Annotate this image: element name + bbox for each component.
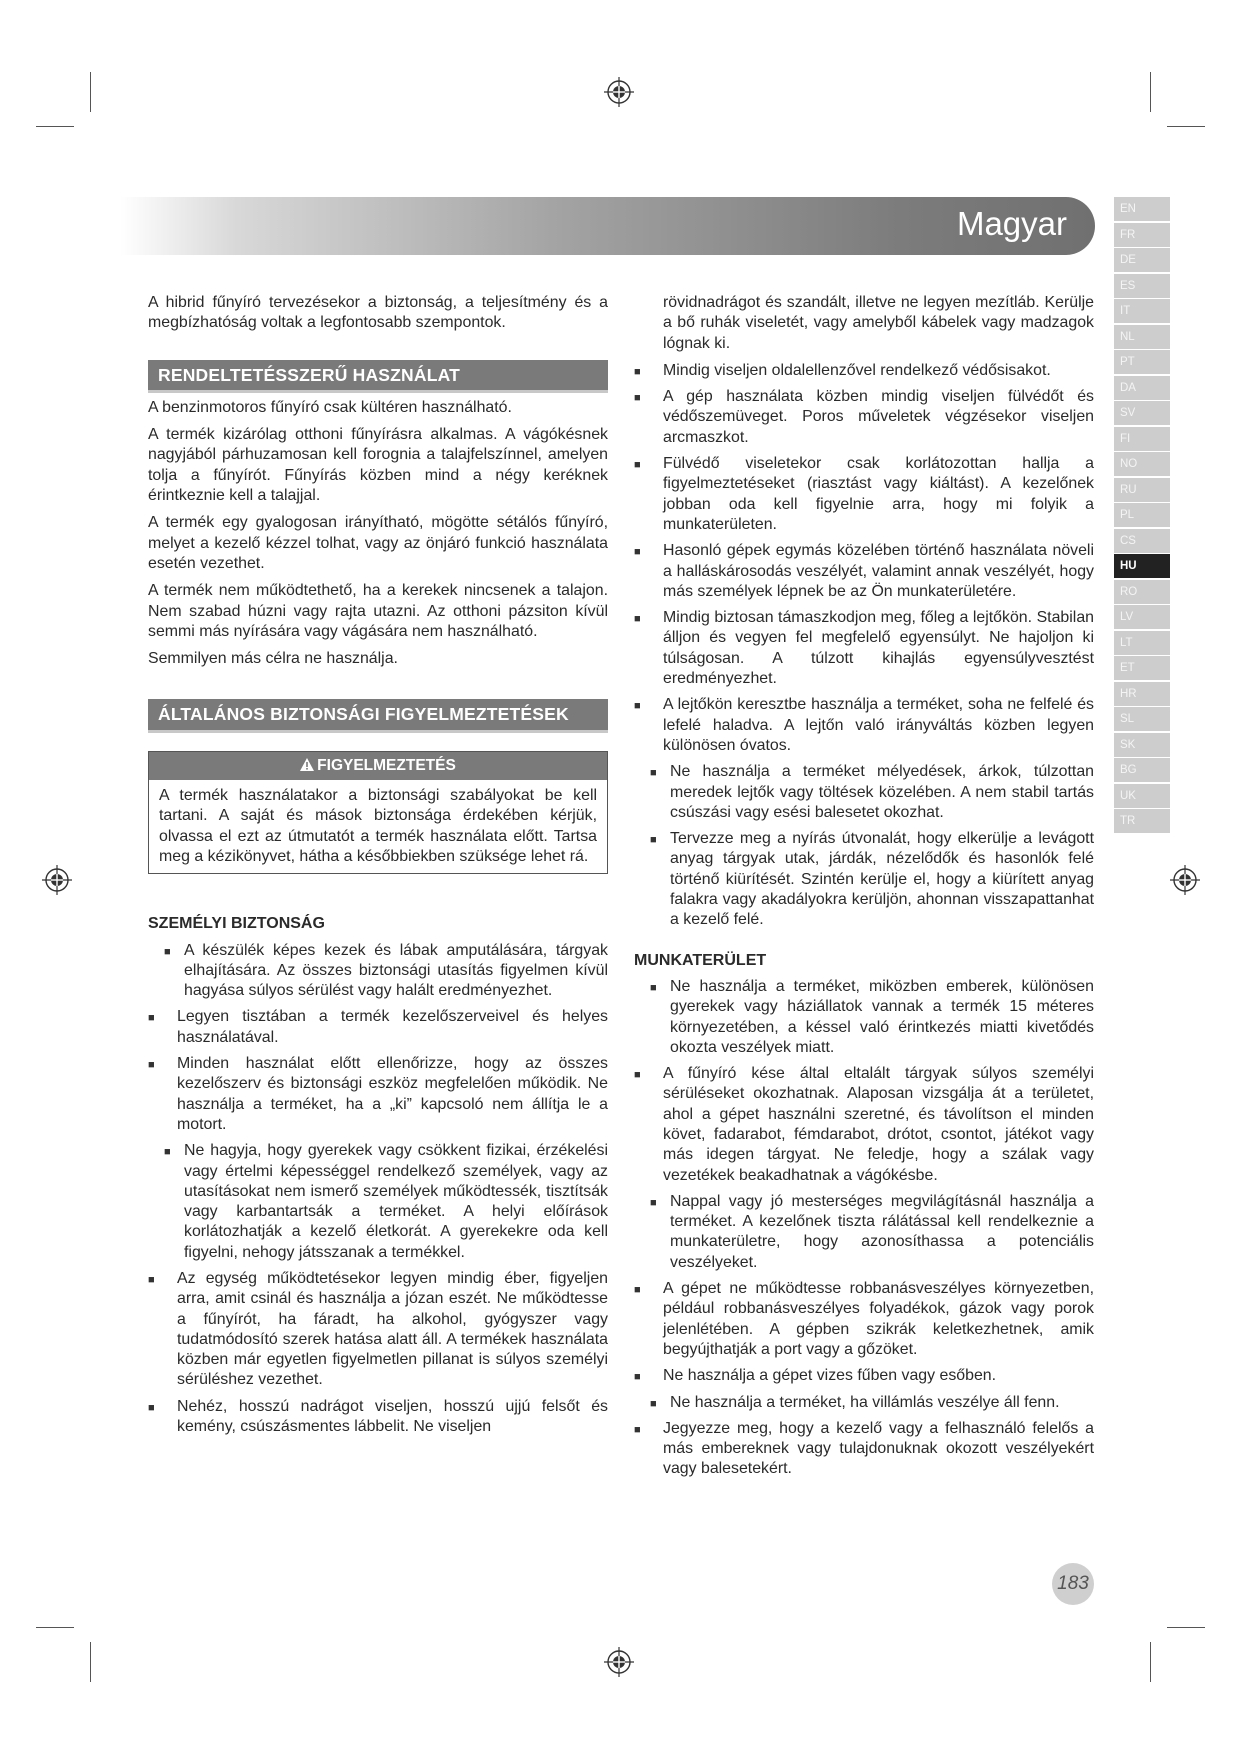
- header-banner: [120, 197, 1095, 255]
- paragraph: A termék nem működtethető, ha a kerekek nincsenek a talajon. Nem szabad húzni vagy rajta utazni. Az otthoni pázsiton kívül semmi más nyírására vagy vágására nem használható.: [148, 582, 608, 640]
- page-title: Magyar: [956, 205, 1067, 242]
- list-item: ■ Mindig viseljen oldalellenzővel rendelkező védősisakot.: [634, 361, 1094, 381]
- paragraph: A benzinmotoros fűnyíró csak kültéren használható.: [148, 398, 512, 416]
- section-heading-general-safety: ÁLTALÁNOS BIZTONSÁGI FIGYELMEZTETÉSEK: [148, 699, 608, 732]
- list-item: ■ Fülvédő viseletekor csak korlátozottan hallja a figyelmeztetéseket (riasztást vagy kiáltást). A kezelőnek jobban oda kell figyelnie arra, hogy mi folyik a munkaterületen.: [634, 454, 1094, 535]
- continued-paragraph: rövidnadrágot és szandált, illetve ne legyen mezítláb. Kerülje a bő ruhák viseletét, vagy amelyből kábelek vagy madzagok lógnak ki.: [663, 294, 1094, 352]
- lang-tab-da[interactable]: DA: [1114, 376, 1170, 400]
- lang-tab-no[interactable]: NO: [1114, 452, 1170, 476]
- lang-tab-pl[interactable]: PL: [1114, 503, 1170, 527]
- lang-tab-hu[interactable]: HU: [1114, 554, 1170, 578]
- lang-tab-hr[interactable]: HR: [1114, 682, 1170, 706]
- section-heading-intended-use: RENDELTETÉSSZERŰ HASZNÁLAT: [148, 360, 608, 393]
- language-tabs: [1114, 197, 1170, 835]
- subheading-work-area: MUNKATERÜLET: [634, 951, 767, 969]
- lang-tab-es[interactable]: ES: [1114, 274, 1170, 298]
- lang-tab-fr[interactable]: FR: [1114, 223, 1170, 247]
- list-item: ■ Nappal vagy jó mesterséges megvilágításnál használja a terméket. A kezelőnek tiszta rálátással kell rendelkeznie a munkaterületre, hogy azonosíthassa a potenciális veszélyeket.: [634, 1192, 1094, 1273]
- crop-mark: [1150, 1642, 1151, 1682]
- lang-tab-bg[interactable]: BG: [1114, 758, 1170, 782]
- list-item: ■ Ne hagyja, hogy gyerekek vagy csökkent fizikai, érzékelési vagy értelmi képességgel rendelkező személyek, vagy az utasításokat nem ismerő személyek működtessék, tisztítsák vagy karbantartsák a terméket. A helyi előírások korlátozhatják a kezelő életkorát. A gyerekekre oda kell figyelni, nehogy játsszanak a termékkel.: [148, 1141, 608, 1263]
- list-item: ■ Jegyezze meg, hogy a kezelő vagy a felhasználó felelős a más embereknek vagy tulajdonuknak okozott veszélyekért vagy balesetekért.: [634, 1419, 1094, 1480]
- personal-safety-list-continued: [634, 361, 1094, 931]
- crop-mark: [36, 126, 74, 127]
- personal-safety-list: [148, 941, 608, 1438]
- list-item: ■ Minden használat előtt ellenőrizze, hogy az összes kezelőszerv és biztonsági eszköz megfelelően működik. Ne használja a terméket, ha a „ki” kapcsoló nem állítja le a motort.: [148, 1054, 608, 1135]
- lang-tab-ru[interactable]: RU: [1114, 478, 1170, 502]
- lang-tab-ro[interactable]: RO: [1114, 580, 1170, 604]
- list-item: ■ Nehéz, hosszú nadrágot viseljen, hosszú ujjú felsőt és kemény, csúszásmentes lábbelit. Ne viseljen: [148, 1397, 608, 1438]
- list-item: ■ Ne használja a terméket, ha villámlás veszélye áll fenn.: [634, 1393, 1094, 1413]
- lang-tab-de[interactable]: DE: [1114, 248, 1170, 272]
- intro-paragraph: A hibrid fűnyíró tervezésekor a biztonság, a teljesítmény és a megbízhatóság voltak a legfontosabb szempontok.: [148, 294, 608, 332]
- crop-mark: [1167, 1627, 1205, 1628]
- crop-mark: [90, 72, 91, 112]
- registration-mark-icon: [1170, 865, 1200, 895]
- warning-heading: [149, 752, 607, 780]
- paragraph: A termék egy gyalogosan irányítható, mögötte sétálós fűnyíró, melyet a kezelő kézzel tolhat, vagy az önjáró funkció használata esetén vezethet.: [148, 514, 608, 572]
- lang-tab-uk[interactable]: UK: [1114, 784, 1170, 808]
- list-item: ■ Tervezze meg a nyírás útvonalát, hogy elkerülje a levágott anyag tárgyak utak, járdák, nézelődők és hasonlók felé történő kiürítését. Szintén kerülje el, hogy a kiürített anyag falakra vagy akadályokra kerüljön, ahonnan visszapattanhat a kezelő felé.: [634, 829, 1094, 930]
- list-item: ■ A gépet ne működtesse robbanásveszélyes környezetben, például robbanásveszélyes folyadékok, gázok vagy porok jelenlétében. A gépben szikrák keletkezhetnek, amik begyújthatják a port vagy a gőzöket.: [634, 1279, 1094, 1360]
- list-item: ■ Mindig biztosan támaszkodjon meg, főleg a lejtőkön. Stabilan álljon és vegyen fel megfelelő egyensúlyt. Ne hajoljon ki túlságosan. A túlzott kihajlás egyensúlyvesztést eredményezhet.: [634, 608, 1094, 689]
- list-item: ■ A gép használata közben mindig viseljen fülvédőt és védőszemüveget. Poros műveletek végzésekor viseljen arcmaszkot.: [634, 387, 1094, 448]
- warning-title: FIGYELMEZTETÉS: [317, 756, 456, 774]
- work-area-list: [634, 977, 1094, 1480]
- list-item: ■ Ne használja a terméket mélyedések, árkok, túlzottan meredek lejtők vagy töltések közelében. A nem stabil tartás csúszási vagy esési balesetet okozhat.: [634, 762, 1094, 823]
- lang-tab-lt[interactable]: LT: [1114, 631, 1170, 655]
- lang-tab-sv[interactable]: SV: [1114, 401, 1170, 425]
- lang-tab-sk[interactable]: SK: [1114, 733, 1170, 757]
- list-item: ■ Legyen tisztában a termék kezelőszerveivel és helyes használatával.: [148, 1007, 608, 1048]
- registration-mark-icon: [604, 1647, 634, 1677]
- warning-triangle-icon: [300, 758, 314, 771]
- registration-mark-icon: [42, 865, 72, 895]
- warning-text: A termék használatakor a biztonsági szabályokat be kell tartani. A saját és mások biztonsága érdekében kérjük, olvassa el ezt az útmutatót a termék használata előtt. Tartsa meg a kézikönyvet, hátha a későbbiekben szüksége lehet rá.: [159, 787, 597, 865]
- crop-mark: [90, 1642, 91, 1682]
- list-item: ■ A készülék képes kezek és lábak amputálására, tárgyak elhajítására. Az összes biztonsági utasítás figyelmen kívül hagyása súlyos sérülést vagy halált eredményezhet.: [148, 941, 608, 1002]
- lang-tab-nl[interactable]: NL: [1114, 325, 1170, 349]
- crop-mark: [36, 1627, 74, 1628]
- lang-tab-cs[interactable]: CS: [1114, 529, 1170, 553]
- lang-tab-pt[interactable]: PT: [1114, 350, 1170, 374]
- paragraph: Semmilyen más célra ne használja.: [148, 650, 398, 668]
- crop-mark: [1167, 126, 1205, 127]
- lang-tab-fi[interactable]: FI: [1114, 427, 1170, 451]
- paragraph: A termék kizárólag otthoni fűnyírásra alkalmas. A vágókésnek nagyjából párhuzamosan kell forognia a talajfelszínnel, amelyen tolja a fűnyírót. Fűnyírás közben mind a négy keréknek érintkeznie kell a talajjal.: [148, 426, 608, 505]
- page-number: 183: [1052, 1563, 1094, 1605]
- registration-mark-icon: [604, 77, 634, 107]
- lang-tab-en[interactable]: EN: [1114, 197, 1170, 221]
- lang-tab-tr[interactable]: TR: [1114, 809, 1170, 833]
- lang-tab-lv[interactable]: LV: [1114, 605, 1170, 629]
- crop-mark: [1150, 72, 1151, 112]
- right-column: [634, 293, 1094, 1486]
- lang-tab-it[interactable]: IT: [1114, 299, 1170, 323]
- lang-tab-sl[interactable]: SL: [1114, 707, 1170, 731]
- list-item: ■ Az egység működtetésekor legyen mindig éber, figyeljen arra, amit csinál és használja a józan eszét. Ne működtesse a fűnyírót, ha fáradt, ha alkohol, gyógyszer vagy tudatmódosító szerek hatása alatt áll. A termékek használata közben már egyetlen figyelmetlen pillanat is súlyos személyi sérüléshez vezethet.: [148, 1269, 608, 1391]
- subheading-personal-safety: SZEMÉLYI BIZTONSÁG: [148, 915, 325, 933]
- list-item: ■ Ne használja a gépet vizes fűben vagy esőben.: [634, 1366, 1094, 1386]
- left-column: [148, 293, 608, 1443]
- list-item: ■ A fűnyíró kése által eltalált tárgyak súlyos személyi sérüléseket okozhatnak. Alaposan vizsgálja át a területet, ahol a gépet használni szeretné, és távolítson el minden követ, fadarabot, fémdarabot, drótot, csontot, játékot vagy más idegen tárgyat. Ne feledje, hogy a szálak vagy vezetékek beakadhatnak a vágókésbe.: [634, 1064, 1094, 1186]
- lang-tab-et[interactable]: ET: [1114, 656, 1170, 680]
- list-item: ■ Hasonló gépek egymás közelében történő használata növeli a halláskárosodás veszélyét, valamint annak veszélyét, hogy más személyek lépnek be az Ön munkaterületére.: [634, 541, 1094, 602]
- list-item: ■ A lejtőkön keresztbe használja a terméket, soha ne felfelé és lefelé haladva. A lejtőn való irányváltás közben legyen különösen óvatos.: [634, 695, 1094, 756]
- list-item: ■ Ne használja a terméket, miközben emberek, különösen gyerekek vagy háziállatok vannak a termék 15 méteres környezetében, a késsel való érintkezés miatti kivetődés okozta veszélyek miatt.: [634, 977, 1094, 1058]
- warning-box: [148, 751, 608, 874]
